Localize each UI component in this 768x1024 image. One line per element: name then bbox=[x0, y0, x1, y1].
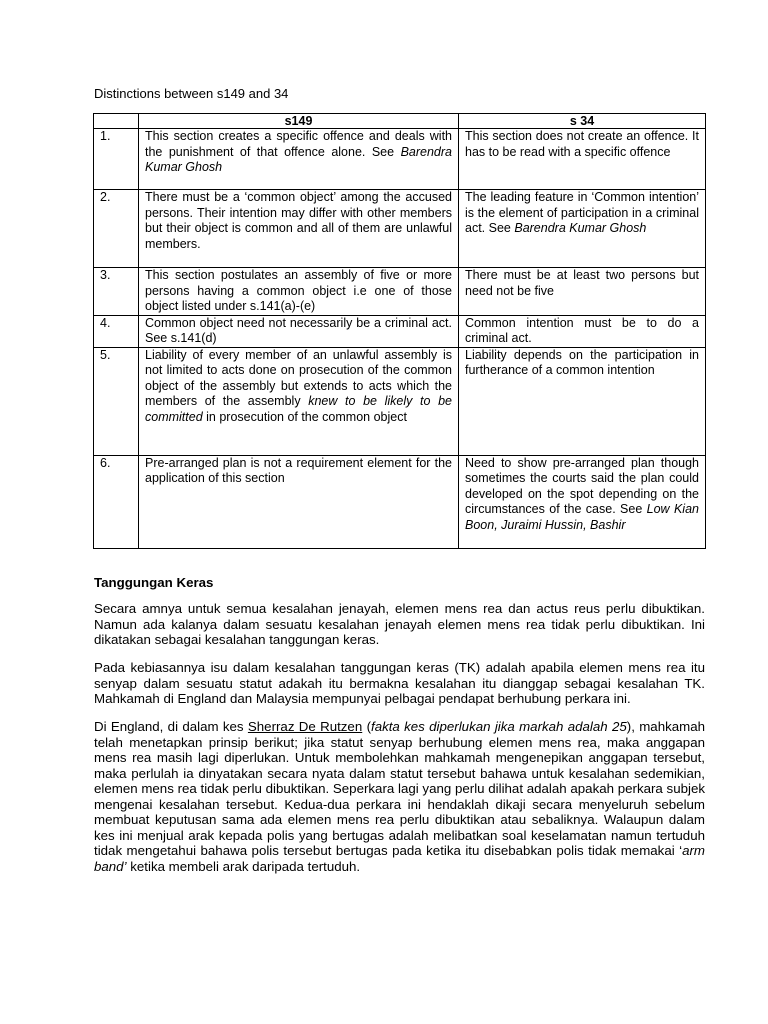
header-num bbox=[94, 114, 139, 129]
s149-cell: Common object need not necessarily be a criminal act. See s.141(d) bbox=[139, 315, 459, 347]
table-row bbox=[94, 268, 706, 316]
row-number: 6. bbox=[94, 455, 139, 548]
para-text: Di England, di dalam kes bbox=[94, 719, 244, 734]
table-row bbox=[94, 455, 706, 548]
s149-cell: There must be a ‘common object’ among the accused persons. Their intention may differ with other members but their object is common and all of them are unlawful members. bbox=[139, 190, 459, 268]
para-text: ), mahkamah telah menetapkan prinsip berikut; jika statut senyap berhubung elemen mens rea, maka anggapan mens rea masih lagi diperlukan. Untuk membolehkan mahkamah mengenepikan anggapan tersebut, maka perlulah ia dinyatakan secara nyata dalam statut tersebut bahawa untuk kesalahan sedemikian, elemen mens rea tidak perlu dibuktikan. Seperkara lagi yang perlu dilihat adalah apakah perkara subjek mengenai kesalahan tersebut. Kedua-dua perkara ini hendaklah dikaji secara menyeluruh sebelum membuat keputusan sama ada elemen mens rea perlu dibuktikan atau sebaliknya. Walaupun dalam kes ini menjual arak kepada polis yang bertugas adalah melibatkan soal keselamatan namun tertuduh tidak mengetahui bahawa polis tersebut bertugas pada ketika itu disebabkan polis tidak memakai ‘ bbox=[94, 719, 706, 858]
italic-phrase: knew to be likely to be committed bbox=[145, 394, 452, 424]
table-row bbox=[94, 129, 706, 190]
s149-cell bbox=[139, 129, 459, 190]
italic-term: arm band’ bbox=[94, 843, 705, 874]
paragraph-2: Pada kebiasannya isu dalam kesalahan tanggungan keras (TK) adalah apabila elemen mens rea itu senyap dalam sesuatu statut adakah itu bermakna kesalahan itu dianggap sebagai kesalahan TK. Mahkamah di England dan Malaysia mempunyai pelbagai pendapat berhubung perkara ini. bbox=[94, 660, 705, 706]
section-title: Tanggungan Keras bbox=[94, 575, 214, 590]
paragraph-3 bbox=[94, 719, 705, 874]
para-text: ( bbox=[366, 719, 371, 734]
s34-cell bbox=[459, 455, 706, 548]
row-number: 5. bbox=[94, 347, 139, 455]
row-number: 1. bbox=[94, 129, 139, 190]
case-name-underlined: Sherraz De Rutzen bbox=[247, 719, 363, 734]
cell-text: The leading feature in ‘Common intention’ is the element of participation in a criminal act. See bbox=[465, 190, 699, 235]
table-row bbox=[94, 190, 706, 268]
table-row bbox=[94, 315, 706, 347]
header-s34: s 34 bbox=[459, 114, 706, 129]
s34-cell: Liability depends on the participation in furtherance of a common intention bbox=[459, 347, 706, 455]
case-names: Low Kian Boon, Juraimi Hussin, Bashir bbox=[465, 502, 699, 532]
s34-cell bbox=[459, 190, 706, 268]
case-name: Barendra Kumar Ghosh bbox=[145, 144, 452, 174]
cell-text: Liability of every member of an unlawful assembly is not limited to acts done on prosecution of the common object of the assembly but extends to acts which the members of the assembly bbox=[145, 347, 452, 408]
s34-cell: There must be at least two persons but need not be five bbox=[459, 268, 706, 316]
cell-text: in prosecution of the common object bbox=[206, 409, 407, 424]
paragraph-1: Secara amnya untuk semua kesalahan jenayah, elemen mens rea dan actus reus perlu dibuktikan. Namun ada kalanya dalam sesuatu kesalahan jenayah elemen mens rea tidak perlu dibuktikan. Ini dikatakan sebagai kesalahan tanggungan keras. bbox=[94, 601, 705, 647]
italic-note: fakta kes diperlukan jika markah adalah 25 bbox=[371, 719, 627, 734]
cell-text: Need to show pre-arranged plan though sometimes the courts said the plan could developed on the spot depending on the circumstances of the case. See bbox=[465, 455, 699, 516]
header-s149: s149 bbox=[139, 114, 459, 129]
s149-cell bbox=[139, 347, 459, 455]
s149-cell: Pre-arranged plan is not a requirement element for the application of this section bbox=[139, 455, 459, 548]
s149-cell: This section postulates an assembly of five or more persons having a common object i.e one of those object listed under s.141(a)-(e) bbox=[139, 268, 459, 316]
row-number: 2. bbox=[94, 190, 139, 268]
s34-cell: Common intention must be to do a criminal act. bbox=[459, 315, 706, 347]
table-header-row bbox=[94, 114, 706, 129]
table-row bbox=[94, 347, 706, 455]
s34-cell: This section does not create an offence. It has to be read with a specific offence bbox=[459, 129, 706, 190]
comparison-table bbox=[93, 113, 706, 549]
cell-text: This section creates a specific offence and deals with the punishment of that offence alone. See bbox=[145, 129, 452, 159]
case-name: Barendra Kumar Ghosh bbox=[514, 221, 647, 235]
row-number: 3. bbox=[94, 268, 139, 316]
para-text: ketika membeli arak daripada tertuduh. bbox=[130, 858, 361, 874]
row-number: 4. bbox=[94, 315, 139, 347]
page-heading: Distinctions between s149 and 34 bbox=[94, 86, 289, 101]
